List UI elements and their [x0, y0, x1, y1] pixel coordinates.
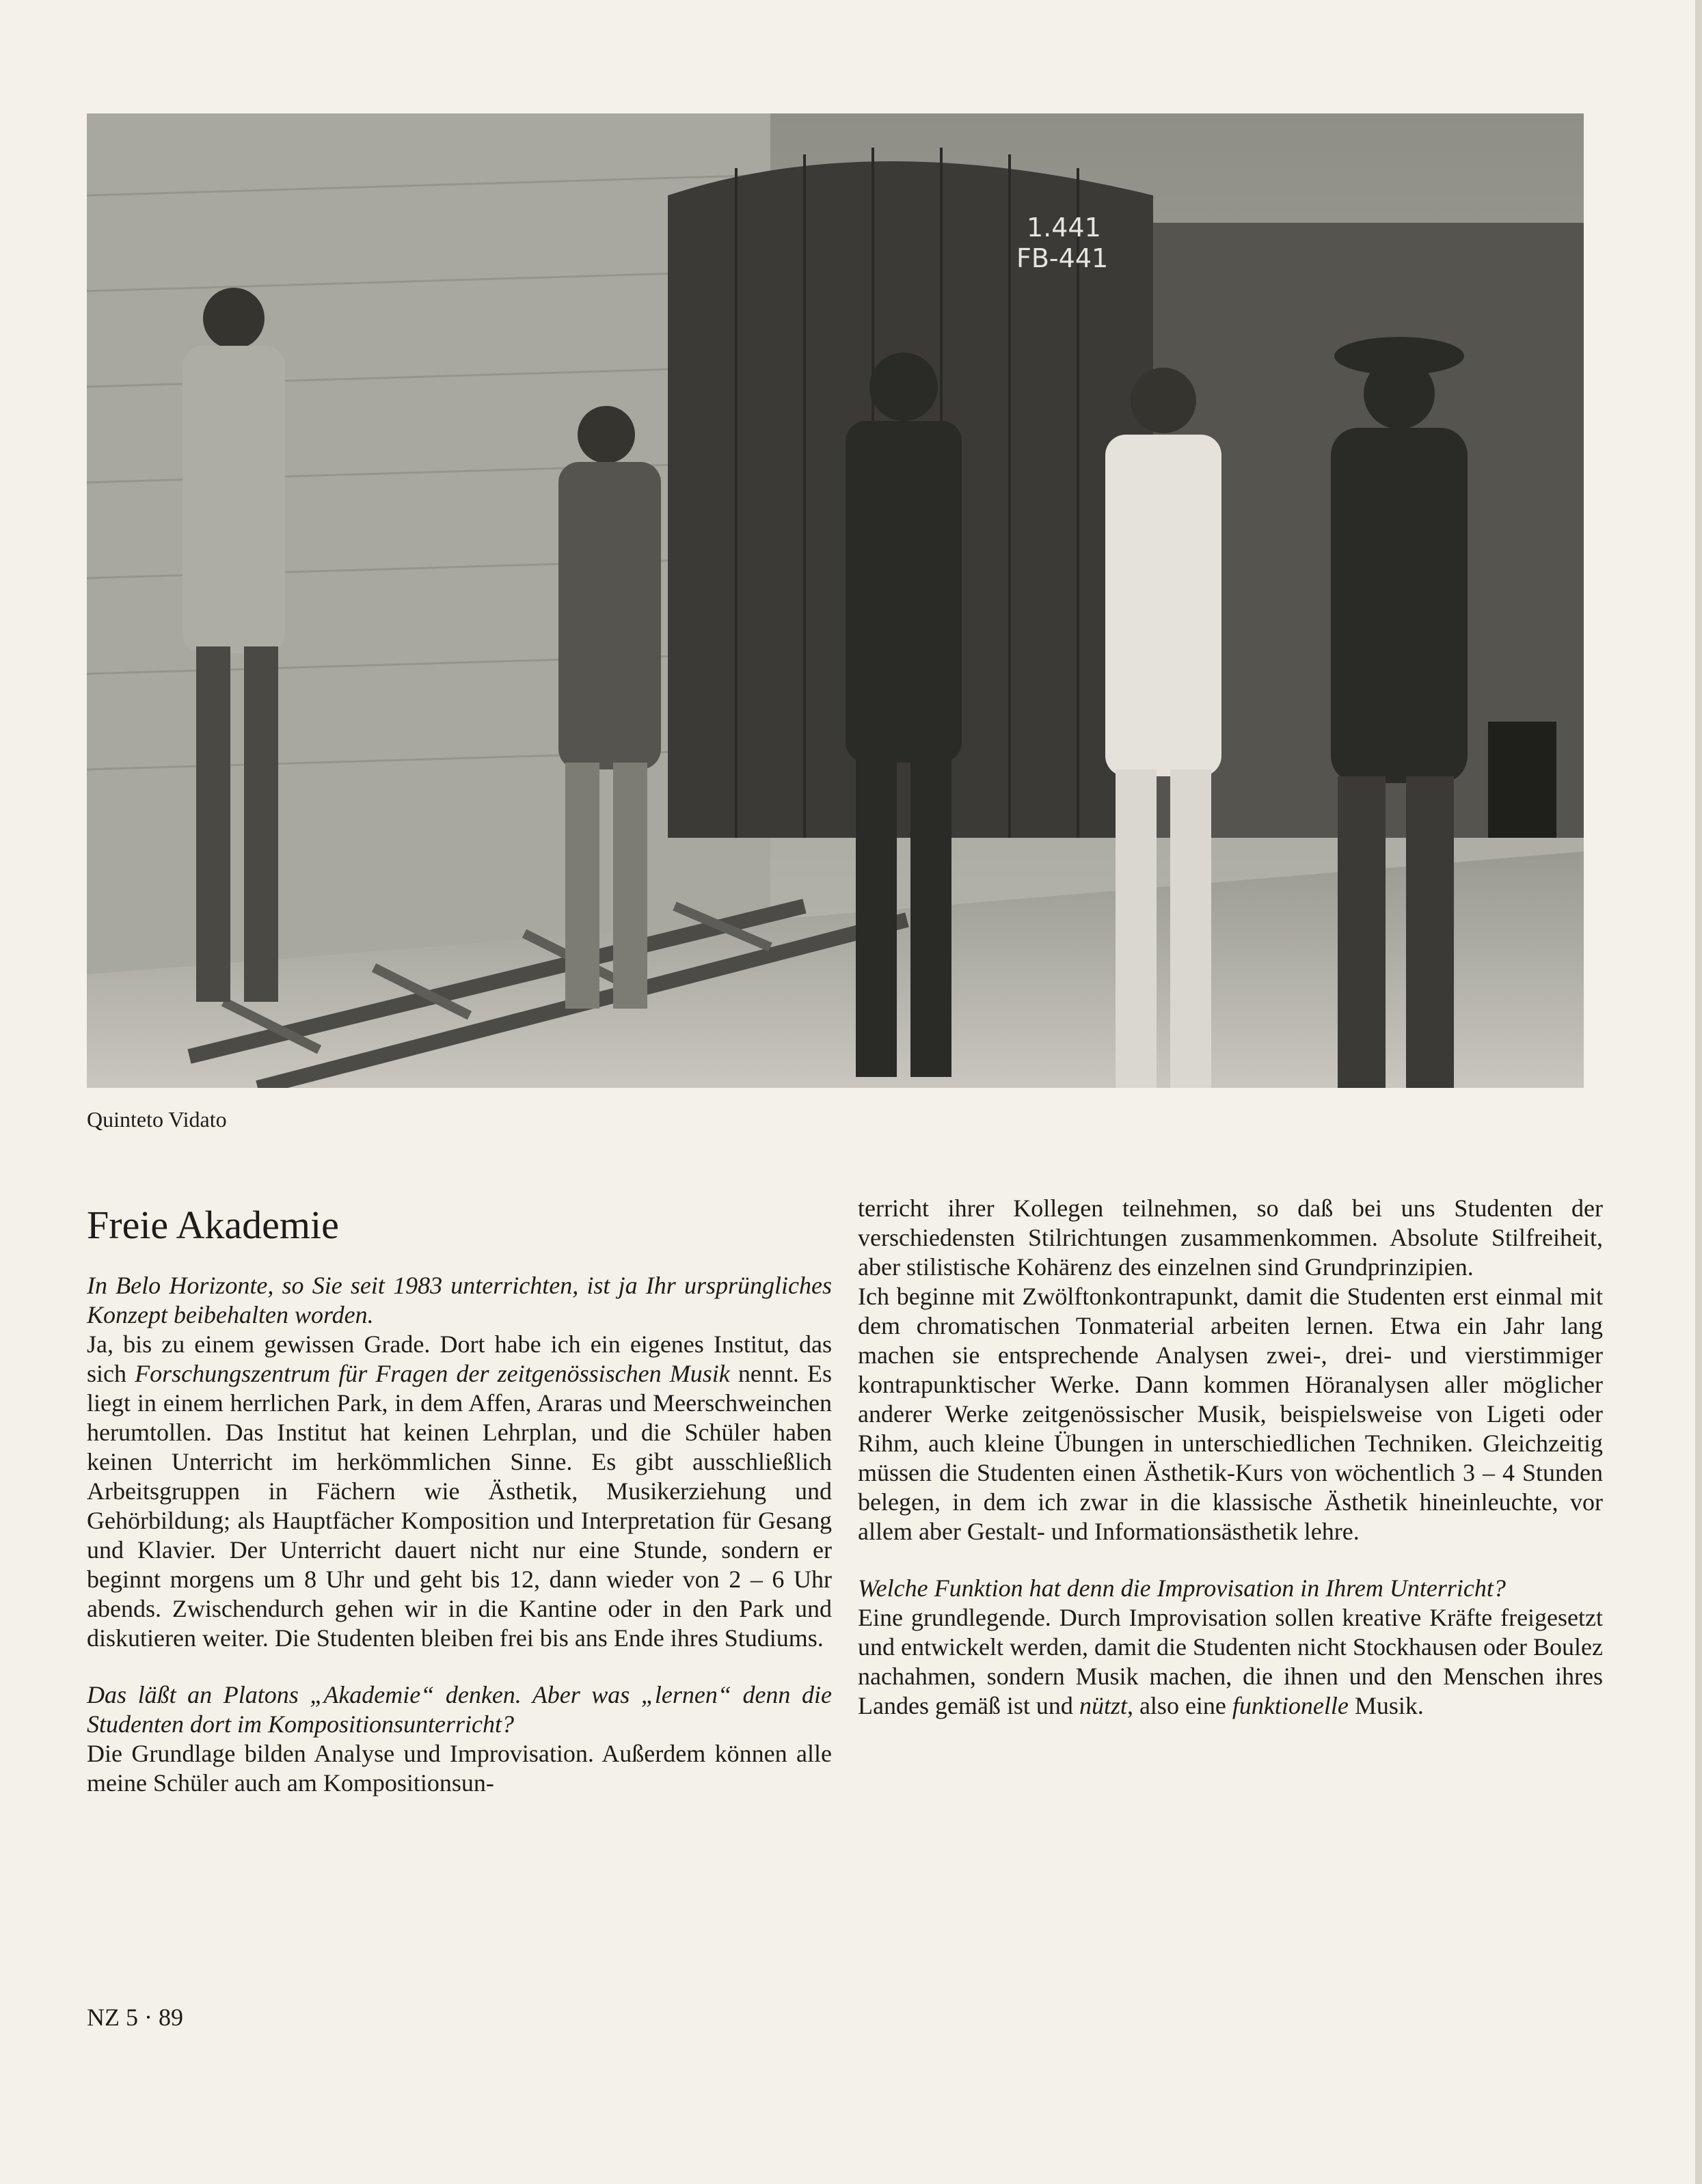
interview-question [87, 1271, 832, 1330]
interview-answer [858, 1282, 1603, 1546]
photograph [87, 113, 1584, 1088]
text-run: Musik. [1348, 1692, 1424, 1719]
text-run: In Belo Horizonte, so Sie seit 1983 unterrichten, ist ja Ihr ursprüngliches Konzept beibehalten worden. [87, 1272, 832, 1328]
wagon-marking-1: 1.441 [1027, 213, 1101, 243]
right-column [858, 1194, 1603, 1721]
text-run: Die Grundlage bilden Analyse und Improvisation. Außerdem können alle meine Schüler auch am Kompositionsun- [87, 1740, 832, 1797]
paragraph-gap [87, 1653, 832, 1680]
paragraph-gap [858, 1546, 1603, 1574]
text-run: Das läßt an Platons „Akademie“ denken. Aber was „lernen“ denn die Studenten dort im Kompositionsunterricht? [87, 1681, 832, 1738]
interview-answer [87, 1330, 832, 1653]
article-heading: Freie Akademie [87, 1203, 339, 1247]
interview-answer [87, 1739, 832, 1798]
interview-answer [858, 1194, 1603, 1282]
text-run: funktionelle [1232, 1692, 1349, 1719]
text-run: nützt [1079, 1692, 1127, 1719]
text-run: Ich beginne mit Zwölftonkontrapunkt, damit die Studenten erst einmal mit dem chromatischen Tonmaterial arbeiten lernen. Etwa ein Jahr lang machen sie entsprechende Analysen zwei-, drei- und vierstimmiger kontrapunktischer Werke. Dann kommen Höranalysen aller möglicher anderer Werke zeitgenössischer Musik, beispielsweise von Ligeti oder Rihm, auch kleine Übungen in unterschiedlichen Techniken. Gleichzeitig müssen die Studenten einen Ästhetik-Kurs von wöchentlich 3 – 4 Stunden belegen, in dem ich zwar in die klassische Ästhetik hineinleuchte, vor allem aber Gestalt- und Informationsästhetik lehre. [858, 1283, 1603, 1545]
page-edge [1695, 0, 1702, 2184]
text-run: terricht ihrer Kollegen teilnehmen, so daß bei uns Studenten der verschiedensten Stilrichtungen zusammenkommen. Absolute Stilfreiheit, aber stilistische Kohärenz des einzelnen sind Grundprinzipien. [858, 1195, 1603, 1281]
left-column [87, 1271, 832, 1798]
text-run: Eine grundlegende. Durch Improvisation sollen kreative Kräfte freigesetzt und entwickelt werden, damit die Studenten nicht Stockhausen oder Boulez nachahmen, sondern Musik machen, die ihnen und den Menschen ihres Landes gemäß ist und [858, 1604, 1603, 1719]
text-run: Forschungszentrum für Fragen der zeitgenössischen Musik [135, 1360, 730, 1387]
text-run: Ja, bis zu einem gewissen Grade. Dort habe ich ein eigenes Institut, das sich [87, 1330, 832, 1387]
text-run: nennt. Es liegt in einem herrlichen Park, in dem Affen, Araras und Meerschweinchen herumtollen. Das Institut hat keinen Lehrplan, und die Schüler haben keinen Unterricht im herkömmlichen Sinne. Es gibt ausschließlich Arbeitsgruppen in Fächern wie Ästhetik, Musikerziehung und Gehörbildung; als Hauptfächer Komposition und Interpretation für Gesang und Klavier. Der Unterricht dauert nicht nur eine Stunde, sondern er beginnt morgens um 8 Uhr und geht bis 12, dann wieder von 2 – 6 Uhr abends. Zwischendurch gehen wir in die Kantine oder in den Park und diskutieren weiter. Die Studenten bleiben frei bis ans Ende ihres Studiums. [87, 1360, 833, 1652]
text-run: Welche Funktion hat denn die Improvisation in Ihrem Unterricht? [858, 1574, 1506, 1602]
text-run: , also eine [1126, 1692, 1232, 1719]
page-folio: NZ 5 · 89 [87, 2004, 183, 2031]
interview-answer [858, 1603, 1603, 1721]
interview-question [858, 1574, 1603, 1603]
interview-question [87, 1680, 832, 1739]
photo-caption: Quinteto Vidato [87, 1107, 227, 1132]
wagon-marking-2: FB-441 [1016, 243, 1109, 273]
